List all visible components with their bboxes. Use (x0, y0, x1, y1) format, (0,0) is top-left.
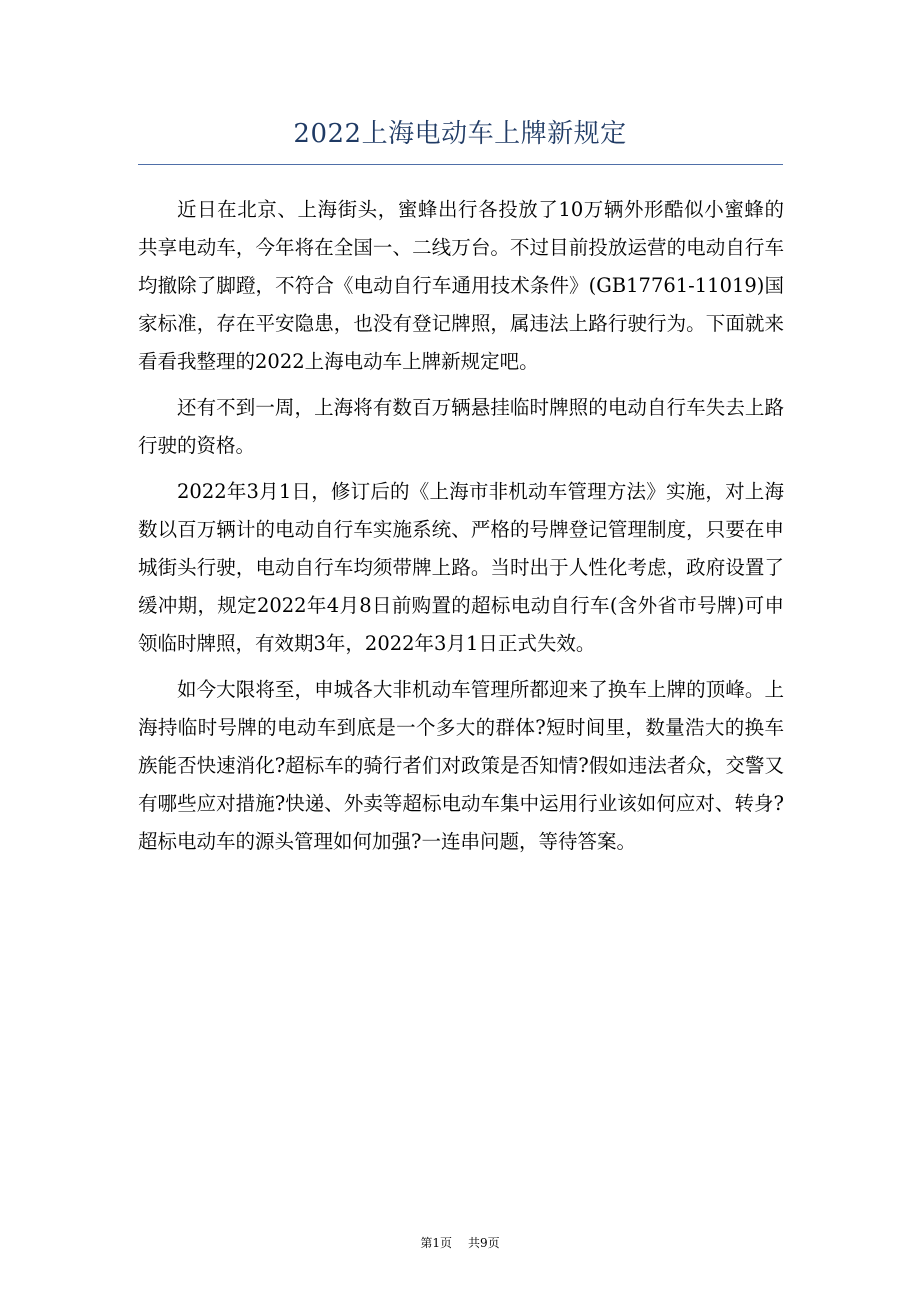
page-total: 共9页 (468, 1236, 500, 1250)
document-body (138, 191, 784, 869)
document-title: 2022上海电动车上牌新规定 (293, 119, 627, 149)
page-footer (0, 1234, 920, 1252)
title-underline (138, 164, 783, 165)
paragraph: 近日在北京、上海街头，蜜蜂出行各投放了10万辆外形酷似小蜜蜂的共享电动车，今年将在全国一、二线万台。不过目前投放运营的电动自行车均撤除了脚蹬，不符合《电动自行车通用技术条件》(GB17761-11019)国家标准，存在平安隐患，也没有登记牌照，属违法上路行驶行为。下面就来看看我整理的2022上海电动车上牌新规定吧。 (138, 198, 784, 373)
paragraph: 如今大限将至，申城各大非机动车管理所都迎来了换车上牌的顶峰。上海持临时号牌的电动车到底是一个多大的群体?短时间里，数量浩大的换车族能否快速消化?超标车的骑行者们对政策是否知情?假如违法者众，交警又有哪些应对措施?快递、外卖等超标电动车集中运用行业该如何应对、转身?超标电动车的源头管理如何加强?一连串问题，等待答案。 (138, 678, 784, 853)
paragraph: 2022年3月1日，修订后的《上海市非机动车管理方法》实施，对上海数以百万辆计的电动自行车实施系统、严格的号牌登记管理制度，只要在申城街头行驶，电动自行车均须带牌上路。当时出于人性化考虑，政府设置了缓冲期，规定2022年4月8日前购置的超标电动自行车(含外省市号牌)可申领临时牌照，有效期3年，2022年3月1日正式失效。 (138, 480, 784, 655)
paragraph: 还有不到一周，上海将有数百万辆悬挂临时牌照的电动自行车失去上路行驶的资格。 (138, 396, 784, 457)
page-number: 第1页 (420, 1236, 452, 1250)
